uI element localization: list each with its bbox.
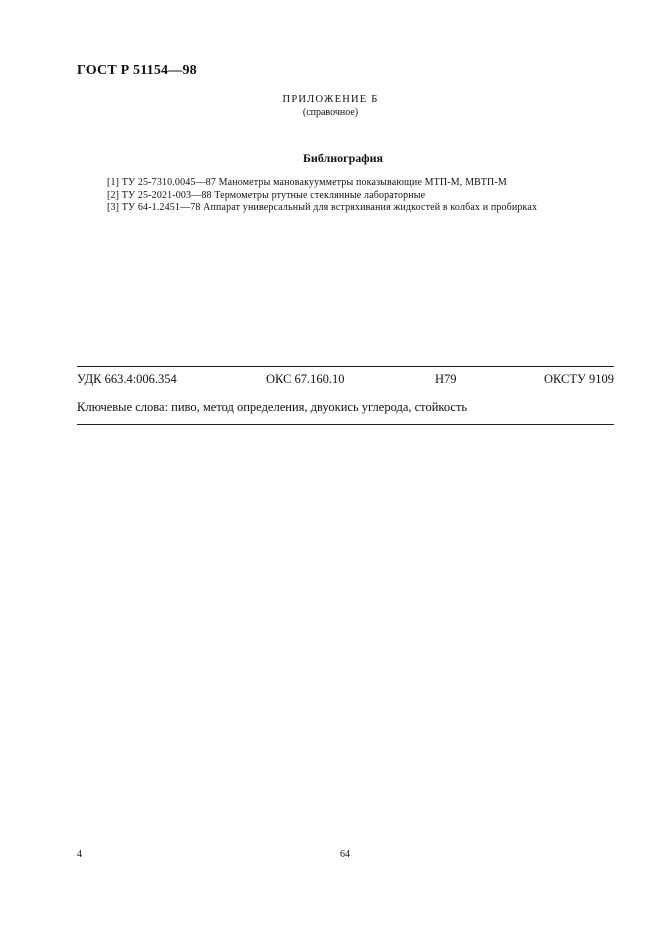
keywords-line: Ключевые слова: пиво, метод определения, двуокись углерода, стойкость [77, 400, 468, 414]
footer-left-number: 4 [77, 849, 82, 860]
document-code: ГОСТ Р 51154—98 [77, 63, 197, 78]
okstu-code: ОКСТУ 9109 [543, 372, 614, 386]
classification-row [77, 372, 614, 388]
bibliography-title: Библиография [302, 151, 384, 165]
bibliography-item: [2] ТУ 25-2021-003—88 Термометры ртутные стеклянные лабораторные [107, 189, 426, 201]
top-divider [77, 366, 614, 367]
appendix-title: ПРИЛОЖЕНИЕ Б [282, 94, 379, 105]
bibliography-list [107, 177, 537, 215]
oks-code: ОКС 67.160.10 [266, 372, 345, 386]
udk-code: УДК 663.4:006.354 [77, 372, 177, 386]
page-number: 64 [340, 849, 350, 860]
bottom-divider [77, 424, 614, 425]
appendix-subtitle: (справочное) [302, 107, 359, 118]
bibliography-item: [1] ТУ 25-7310.0045—87 Манометры мановакуумметры показывающие МТП-М, МВТП-М [107, 177, 507, 188]
bibliography-item: [3] ТУ 64-1.2451—78 Аппарат универсальный для встряхивания жидкостей в колбах и пробирках [107, 202, 538, 213]
category-code: Н79 [435, 372, 457, 386]
